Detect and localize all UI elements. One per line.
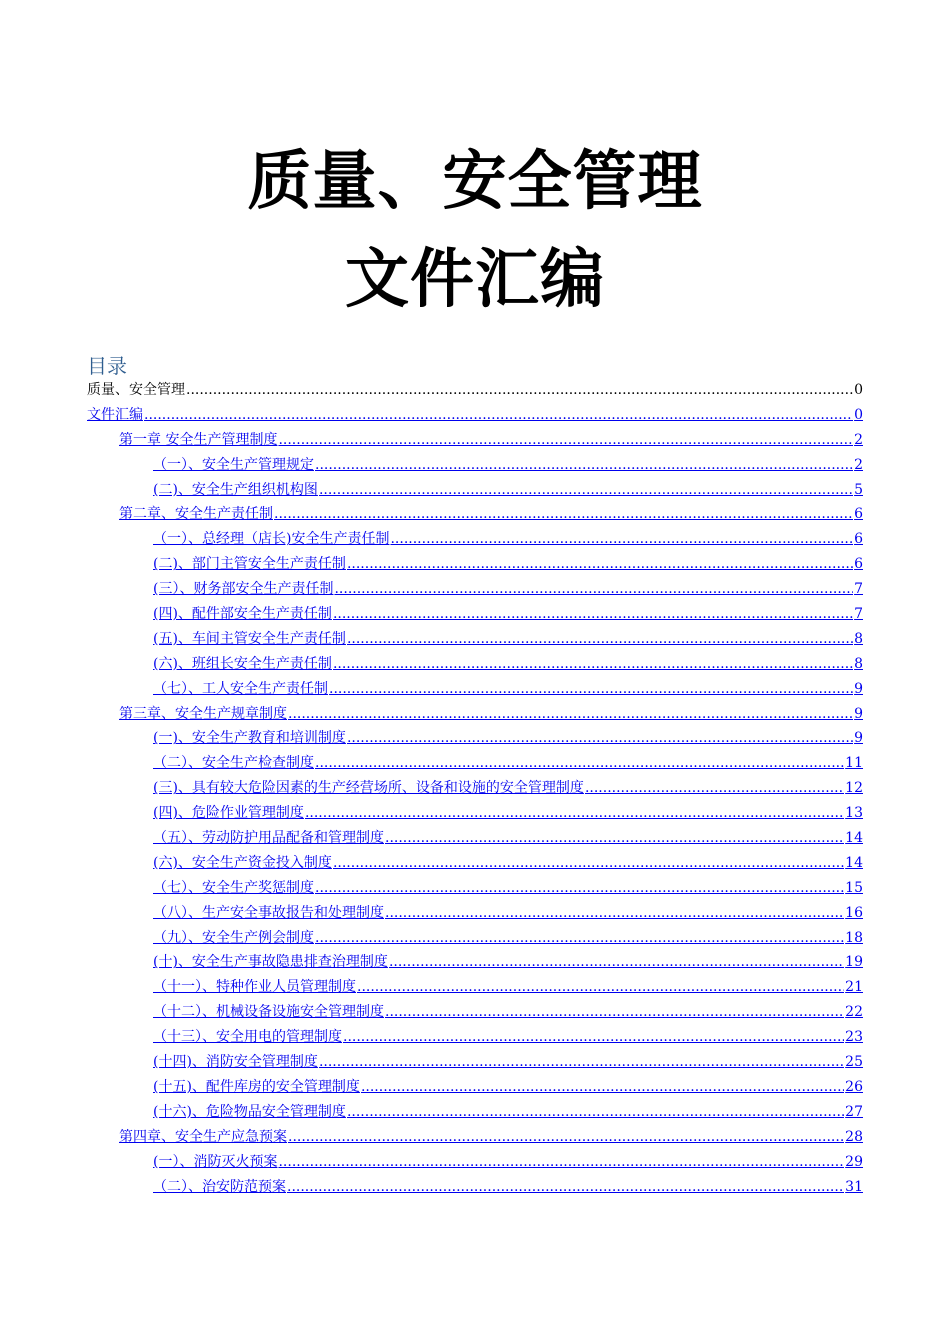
toc-leader-dots	[347, 552, 853, 577]
toc-entry-page-number: 6	[854, 531, 863, 548]
toc-entry-page-number: 0	[854, 382, 863, 398]
toc-entry[interactable]	[87, 527, 863, 552]
toc-entry-page-number: 0	[854, 406, 863, 423]
toc-entry[interactable]	[87, 478, 863, 503]
toc-entry[interactable]	[87, 1175, 863, 1200]
toc-entry[interactable]	[87, 975, 863, 1000]
toc-entry[interactable]	[87, 1050, 863, 1075]
toc-leader-dots	[361, 1075, 844, 1100]
toc-entry-text: 第一章 安全生产管理制度	[119, 431, 278, 448]
toc-entry[interactable]	[87, 726, 863, 751]
toc-entry-page-number: 26	[845, 1078, 863, 1095]
toc-entry-text: （七）、安全生产奖惩制度	[153, 879, 314, 896]
toc-entry-page-number: 9	[854, 680, 863, 697]
toc-entry-page-number: 8	[854, 630, 863, 647]
table-of-contents	[87, 378, 863, 1199]
toc-entry-text: (四)、危险作业管理制度	[153, 805, 304, 822]
toc-entry-page-number: 5	[854, 481, 863, 498]
toc-entry[interactable]	[87, 1100, 863, 1125]
toc-entry-page-number: 2	[854, 431, 863, 448]
toc-entry-text: (二)、安全生产组织机构图	[153, 481, 318, 498]
toc-entry[interactable]	[87, 1125, 863, 1150]
toc-entry-page-number: 19	[845, 954, 863, 971]
toc-heading: 目录	[87, 354, 127, 378]
toc-leader-dots	[385, 826, 844, 851]
toc-entry-text: (一）、消防灭火预案	[153, 1153, 278, 1170]
toc-leader-dots	[278, 428, 853, 453]
toc-entry[interactable]	[87, 1000, 863, 1025]
toc-entry[interactable]	[87, 851, 863, 876]
toc-entry[interactable]	[87, 1075, 863, 1100]
toc-entry[interactable]	[87, 577, 863, 602]
toc-entry-text: （八）、生产安全事故报告和处理制度	[153, 904, 384, 921]
toc-leader-dots	[329, 677, 853, 702]
toc-leader-dots	[347, 627, 853, 652]
toc-leader-dots	[287, 1175, 844, 1200]
toc-entry-text: （二）、治安防范预案	[153, 1178, 286, 1195]
toc-entry-text: 第三章、安全生产规章制度	[119, 705, 287, 722]
toc-entry-page-number: 18	[845, 929, 863, 946]
toc-entry-page-number: 31	[845, 1178, 863, 1195]
toc-entry[interactable]	[87, 1025, 863, 1050]
toc-leader-dots	[390, 527, 853, 552]
toc-entry-text: 第四章、安全生产应急预案	[119, 1128, 287, 1145]
toc-entry-text: (十五)、配件库房的安全管理制度	[153, 1078, 360, 1095]
toc-entry-page-number: 15	[845, 879, 863, 896]
toc-entry-text: 质量、安全管理	[87, 382, 185, 398]
toc-entry[interactable]	[87, 502, 863, 527]
toc-leader-dots	[334, 577, 853, 602]
toc-leader-dots	[144, 403, 853, 428]
toc-entry[interactable]	[87, 801, 863, 826]
toc-leader-dots	[288, 1125, 844, 1150]
toc-entry-text: (五)、车间主管安全生产责任制	[153, 630, 346, 647]
toc-entry-page-number: 25	[845, 1054, 863, 1071]
toc-entry-page-number: 2	[854, 456, 863, 473]
toc-entry-page-number: 22	[845, 1004, 863, 1021]
toc-leader-dots	[333, 851, 844, 876]
toc-entry[interactable]	[87, 901, 863, 926]
toc-entry-text: （十二）、机械设备设施安全管理制度	[153, 1004, 384, 1021]
document-title-line2: 文件汇编	[345, 243, 605, 317]
toc-entry-page-number: 13	[845, 805, 863, 822]
toc-entry[interactable]	[87, 552, 863, 577]
toc-leader-dots	[343, 1025, 844, 1050]
toc-entry-text: (三）、财务部安全生产责任制	[153, 581, 334, 598]
toc-entry-page-number: 7	[854, 581, 863, 598]
toc-entry-page-number: 7	[854, 606, 863, 623]
toc-leader-dots	[357, 975, 844, 1000]
toc-entry-page-number: 14	[845, 830, 863, 847]
toc-entry-text: （十三）、安全用电的管理制度	[153, 1029, 342, 1046]
toc-entry[interactable]	[87, 926, 863, 951]
toc-leader-dots	[315, 926, 844, 951]
toc-entry-text: （十一）、特种作业人员管理制度	[153, 979, 356, 996]
toc-entry-page-number: 9	[854, 730, 863, 747]
toc-leader-dots	[333, 602, 853, 627]
toc-entry[interactable]	[87, 702, 863, 727]
toc-entry-page-number: 11	[845, 755, 863, 772]
toc-leader-dots	[347, 726, 853, 751]
toc-entry-page-number: 29	[845, 1153, 863, 1170]
toc-leader-dots	[385, 1000, 844, 1025]
toc-entry	[87, 378, 863, 403]
toc-leader-dots	[274, 502, 853, 527]
toc-entry[interactable]	[87, 403, 863, 428]
toc-leader-dots	[389, 950, 844, 975]
toc-leader-dots	[385, 901, 844, 926]
toc-entry-text: (十)、安全生产事故隐患排查治理制度	[153, 954, 388, 971]
toc-entry[interactable]	[87, 677, 863, 702]
toc-leader-dots	[186, 378, 853, 403]
toc-entry-text: （七）、工人安全生产责任制	[153, 680, 328, 697]
toc-entry-text: （一）、安全生产管理规定	[153, 456, 314, 473]
toc-entry[interactable]	[87, 751, 863, 776]
toc-entry-text: （二）、安全生产检查制度	[153, 755, 314, 772]
toc-entry-text: (十六)、危险物品安全管理制度	[153, 1103, 346, 1120]
toc-leader-dots	[278, 1150, 844, 1175]
toc-entry-page-number: 8	[854, 655, 863, 672]
toc-entry-text: (六)、安全生产资金投入制度	[153, 854, 332, 871]
toc-entry-page-number: 28	[845, 1128, 863, 1145]
toc-entry[interactable]	[87, 627, 863, 652]
toc-entry-text: (六)、班组长安全生产责任制	[153, 655, 332, 672]
toc-entry-text: （九）、安全生产例会制度	[153, 929, 314, 946]
toc-leader-dots	[333, 652, 853, 677]
toc-entry[interactable]	[87, 652, 863, 677]
toc-leader-dots	[315, 453, 853, 478]
toc-entry-text: (四)、配件部安全生产责任制	[153, 606, 332, 623]
toc-entry-page-number: 21	[845, 979, 863, 996]
toc-entry-page-number: 12	[845, 780, 863, 797]
toc-entry[interactable]	[87, 1150, 863, 1175]
toc-entry-text: 第二章、安全生产责任制	[119, 506, 273, 523]
toc-entry[interactable]	[87, 950, 863, 975]
toc-entry[interactable]	[87, 602, 863, 627]
toc-entry[interactable]	[87, 776, 863, 801]
toc-entry-page-number: 9	[854, 705, 863, 722]
toc-entry-text: （一）、总经理（店长)安全生产责任制	[153, 531, 390, 548]
toc-entry-page-number: 27	[845, 1103, 863, 1120]
toc-leader-dots	[347, 1100, 844, 1125]
toc-entry-text: （五）、劳动防护用品配备和管理制度	[153, 830, 384, 847]
toc-entry-page-number: 6	[854, 556, 863, 573]
toc-leader-dots	[319, 1050, 844, 1075]
toc-leader-dots	[315, 751, 844, 776]
toc-entry[interactable]	[87, 876, 863, 901]
toc-entry-page-number: 23	[845, 1029, 863, 1046]
toc-entry-text: (三)、具有较大危险因素的生产经营场所、设备和设施的安全管理制度	[153, 780, 584, 797]
toc-entry[interactable]	[87, 826, 863, 851]
toc-entry-text: (二)、部门主管安全生产责任制	[153, 556, 346, 573]
toc-entry-page-number: 14	[845, 854, 863, 871]
toc-leader-dots	[315, 876, 844, 901]
toc-entry[interactable]	[87, 428, 863, 453]
toc-leader-dots	[319, 478, 853, 503]
toc-leader-dots	[288, 702, 853, 727]
toc-entry-text: 文件汇编	[87, 406, 143, 423]
toc-entry-text: (十四)、消防安全管理制度	[153, 1054, 318, 1071]
toc-entry-text: (一)、安全生产教育和培训制度	[153, 730, 346, 747]
toc-entry-page-number: 16	[845, 904, 863, 921]
toc-leader-dots	[585, 776, 844, 801]
toc-leader-dots	[305, 801, 844, 826]
toc-entry-page-number: 6	[854, 506, 863, 523]
document-title-line1: 质量、安全管理	[247, 145, 703, 219]
toc-entry[interactable]	[87, 453, 863, 478]
